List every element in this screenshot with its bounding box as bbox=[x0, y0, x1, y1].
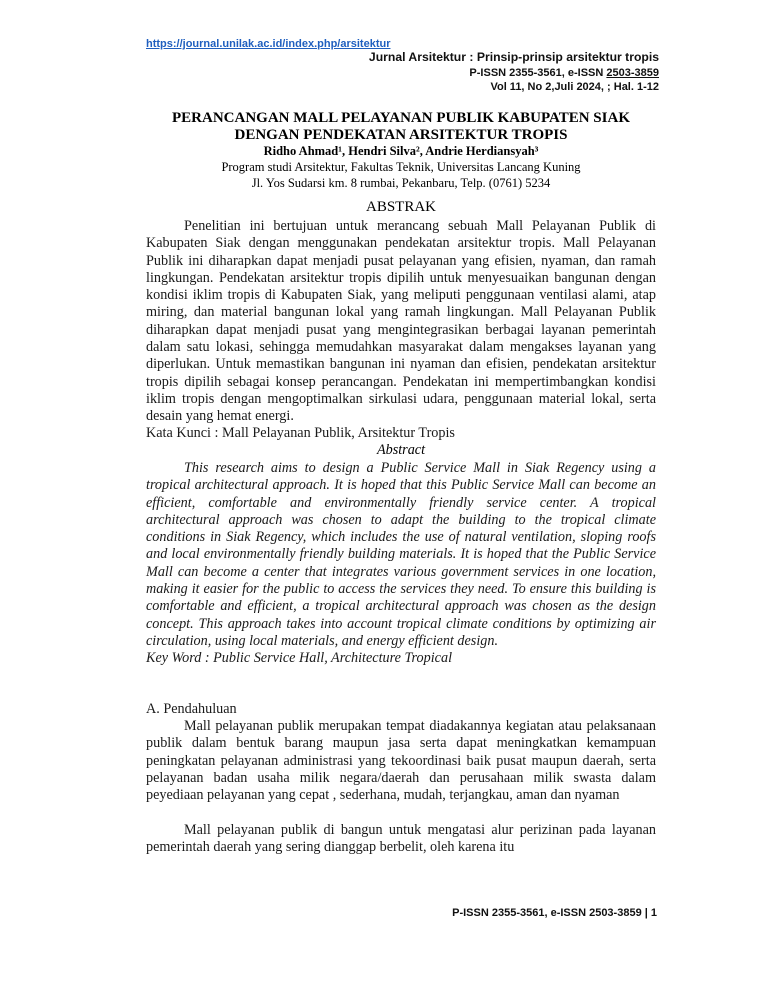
affiliation-line-1: Program studi Arsitektur, Fakultas Teknik, Universitas Lancang Kuning bbox=[221, 160, 581, 174]
pendahuluan-paragraph-1: Mall pelayanan publik merupakan tempat diadakannya kegiatan atau pelaksanaan publik dalam bentuk barang maupun jasa serta dapat meningkatkan kemampuan peningkatan pelayanan administrasi yang tekoordinasi baik pusat maupun daerah, serta pelayanan badan usaha milik negara/daerah dan perusahaan milik swasta dalam peyediaan pelayanan yang cepat , sederhana, mudah, terjangkau, aman dan nyaman bbox=[146, 718, 656, 804]
issn-prefix: P-ISSN 2355-3561, e-ISSN bbox=[469, 67, 607, 79]
abstrak-keywords: Kata Kunci : Mall Pelayanan Publik, Arsitektur Tropis bbox=[146, 425, 455, 441]
eissn-number: 2503-3859 bbox=[606, 67, 659, 79]
section-heading-pendahuluan: A. Pendahuluan bbox=[146, 701, 237, 717]
abstrak-heading: ABSTRAK bbox=[365, 199, 436, 215]
abstract-keywords: Key Word : Public Service Hall, Architecture Tropical bbox=[146, 650, 453, 666]
paper-title-line-2: DENGAN PENDEKATAN ARSITEKTUR TROPIS bbox=[234, 127, 568, 143]
journal-url-link[interactable]: https://journal.unilak.ac.id/index.php/arsitektur bbox=[146, 38, 391, 50]
pendahuluan-paragraph-2: Mall pelayanan publik di bangun untuk mengatasi alur perizinan pada layanan pemerintah daerah yang sering dianggap berbelit, oleh karena itu bbox=[146, 822, 656, 856]
affiliation-line-2: Jl. Yos Sudarsi km. 8 rumbai, Pekanbaru, Telp. (0761) 5234 bbox=[251, 176, 551, 190]
abstract-heading: Abstract bbox=[376, 442, 426, 458]
journal-issn bbox=[469, 67, 659, 79]
abstract-body: This research aims to design a Public Service Mall in Siak Regency using a tropical architectural approach. It is hoped that this Public Service Mall can become an efficient, comfortable and environmentally friendly service center. A tropical architectural approach was chosen to adapt the building to the tropical climate conditions in Siak Regency, which includes the use of natural ventilation, sloping roofs and local environmentally friendly building materials. It is hoped that the Public Service Mall can become a center that integrates various government services in one location, making it easier for the public to access the services they need. To ensure this building is comfortable and efficient, a tropical architectural approach was chosen as the design concept. This approach takes into account tropical climate conditions by optimizing air circulation, using local materials, and energy efficient design. bbox=[146, 460, 656, 649]
paper-authors: Ridho Ahmad¹, Hendri Silva², Andrie Herdiansyah³ bbox=[263, 144, 539, 158]
paper-title-line-1: PERANCANGAN MALL PELAYANAN PUBLIK KABUPATEN SIAK bbox=[172, 110, 630, 126]
journal-volume: Vol 11, No 2,Juli 2024, ; Hal. 1-12 bbox=[490, 81, 659, 93]
page-footer: P-ISSN 2355-3561, e-ISSN 2503-3859 | 1 bbox=[452, 907, 657, 919]
abstrak-body: Penelitian ini bertujuan untuk merancang sebuah Mall Pelayanan Publik di Kabupaten Siak dengan menggunakan pendekatan arsitektur tropis. Mall Pelayanan Publik ini diharapkan dapat menjadi pusat pelayanan yang efisien, nyaman, dan ramah lingkungan. Pendekatan arsitektur tropis dipilih untuk menyesuaikan bangunan dengan kondisi iklim tropis di Kabupaten Siak, yang meliputi penggunaan ventilasi alami, atap miring, dan material bangunan lokal yang ramah lingkungan. Mall Pelayanan Publik diharapkan dapat menjadi pusat yang mengintegrasikan berbagai layanan pemerintah dalam satu lokasi, sehingga memudahkan masyarakat dalam mengakses layanan yang diperlukan. Untuk memastikan bangunan ini nyaman dan efisien, pendekatan arsitektur tropis dipilih sebagai konsep perancangan. Pendekatan ini mempertimbangkan kondisi iklim tropis dengan mengoptimalkan sirkulasi udara, penggunaan material lokal, serta desain yang hemat energi. bbox=[146, 218, 656, 425]
journal-name: Jurnal Arsitektur : Prinsip-prinsip arsitektur tropis bbox=[368, 50, 659, 64]
